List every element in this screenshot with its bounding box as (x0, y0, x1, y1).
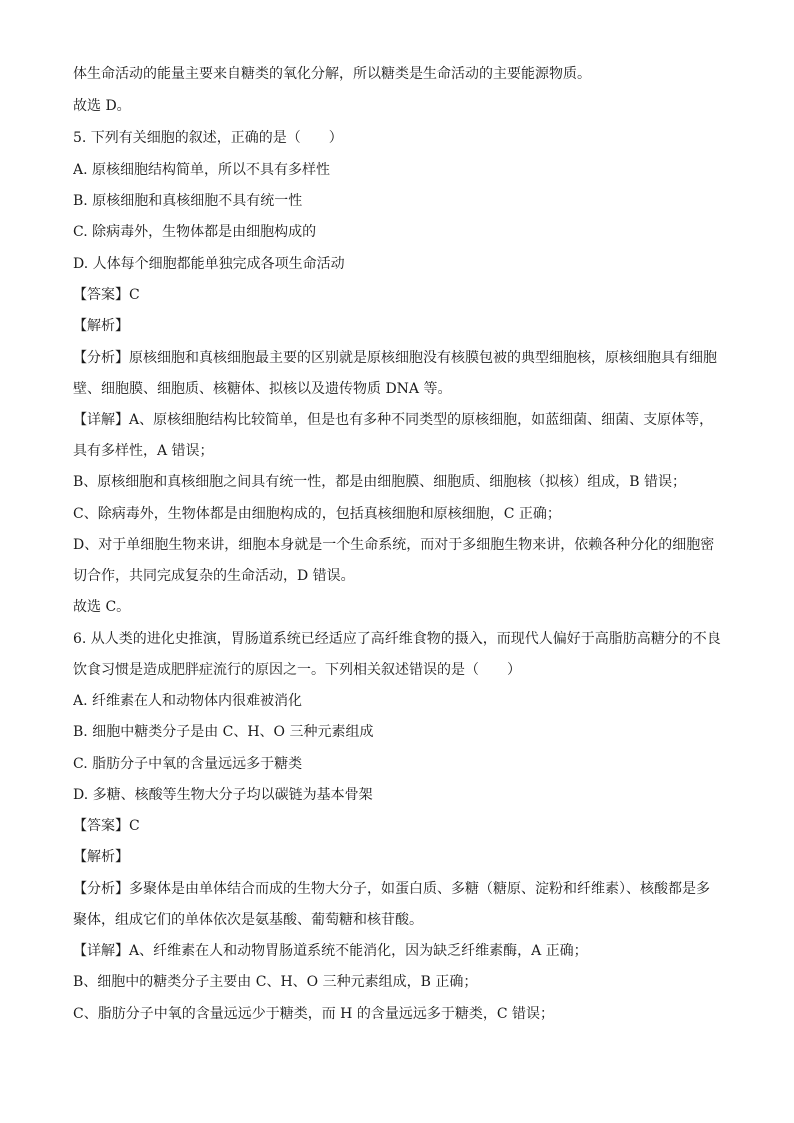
detail-text: 【详解】A、原核细胞结构比较简单，但是也有多种不同类型的原核细胞，如蓝细菌、细菌、支原体等， (73, 412, 714, 428)
option-c: C. 脂肪分子中氧的含量远远多于糖类 (73, 756, 303, 772)
option-a: A. 纤维素在人和动物体内很难被消化 (73, 693, 303, 709)
detail-text: 具有多样性，A 错误； (73, 443, 214, 459)
answer-label: 【答案】C (73, 287, 140, 303)
question-6-stem: 6. 从人类的进化史推演，胃肠道系统已经适应了高纤维食物的摄入，而现代人偏好于高脂肪高糖分的不良 (73, 631, 721, 647)
analysis-text: 【分析】多聚体是由单体结合而成的生物大分子，如蛋白质、多糖（糖原、淀粉和纤维素）、核酸都是多 (73, 881, 710, 897)
option-c: C. 除病毒外，生物体都是由细胞构成的 (73, 224, 317, 240)
option-b: B. 细胞中糖类分子是由 C、H、O 三种元素组成 (73, 724, 374, 740)
detail-text: B、原核细胞和真核细胞之间具有统一性，都是由细胞膜、细胞质、细胞核（拟核）组成，B 错误； (73, 474, 687, 490)
detail-text: C、脂肪分子中氧的含量远远少于糖类，而 H 的含量远远多于糖类，C 错误； (73, 1006, 554, 1022)
option-a: A. 原核细胞结构简单，所以不具有多样性 (73, 162, 331, 178)
analysis-text: 【分析】原核细胞和真核细胞最主要的区别就是原核细胞没有核膜包被的典型细胞核，原核细胞具有细胞 (73, 350, 717, 366)
detail-text: D、对于单细胞生物来讲，细胞本身就是一个生命系统，而对于多细胞生物来讲，依赖各种分化的细胞密 (73, 537, 715, 553)
analysis-text: 壁、细胞膜、细胞质、核糖体、拟核以及遗传物质 DNA 等。 (73, 381, 452, 397)
detail-text: 【详解】A、纤维素在人和动物胃肠道系统不能消化，因为缺乏纤维素酶，A 正确； (73, 943, 588, 959)
question-5-stem: 5. 下列有关细胞的叙述，正确的是（ ） (73, 130, 343, 146)
detail-text: C、除病毒外，生物体都是由细胞构成的，包括真核细胞和原核细胞，C 正确； (73, 506, 561, 522)
detail-text: B、细胞中的糖类分子主要由 C、H、O 三种元素组成，B 正确； (73, 974, 478, 990)
analysis-label: 【解析】 (73, 849, 129, 865)
option-d: D. 多糖、核酸等生物大分子均以碳链为基本骨架 (73, 787, 373, 803)
option-b: B. 原核细胞和真核细胞不具有统一性 (73, 193, 303, 209)
detail-text: 切合作，共同完成复杂的生命活动，D 错误。 (73, 568, 355, 584)
text-line: 故选 D。 (73, 98, 131, 114)
answer-label: 【答案】C (73, 818, 140, 834)
question-6-stem: 饮食习惯是造成肥胖症流行的原因之一。下列相关叙述错误的是（ ） (73, 662, 521, 678)
analysis-label: 【解析】 (73, 318, 129, 334)
option-d: D. 人体每个细胞都能单独完成各项生命活动 (73, 256, 345, 272)
conclusion-text: 故选 C。 (73, 599, 131, 615)
text-line: 体生命活动的能量主要来自糖类的氧化分解，所以糖类是生命活动的主要能源物质。 (73, 66, 591, 82)
analysis-text: 聚体，组成它们的单体依次是氨基酸、葡萄糖和核苷酸。 (73, 912, 423, 928)
